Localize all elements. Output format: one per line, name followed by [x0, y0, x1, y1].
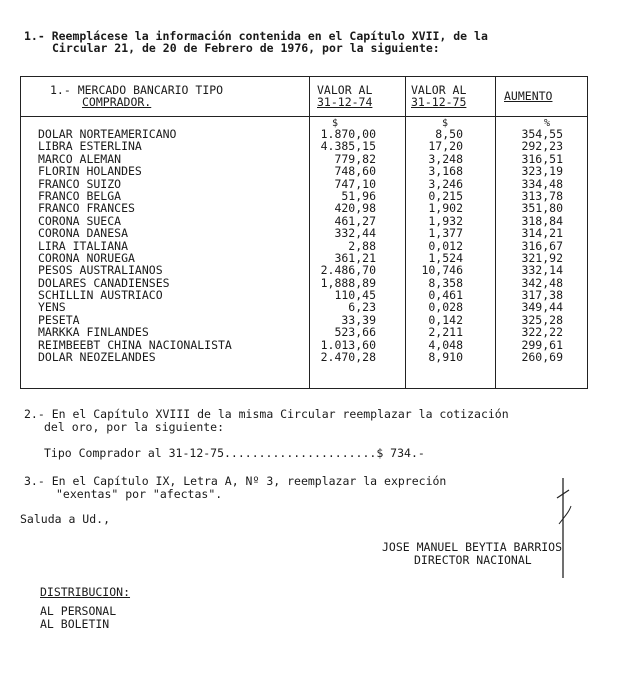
value-1974: 461,27 [334, 213, 376, 228]
increase-percent: 292,23 [521, 139, 563, 154]
value-1975: 10,746 [421, 263, 463, 278]
currency-name: PESOS AUSTRALIANOS [38, 263, 163, 278]
table-row [20, 227, 588, 239]
currency-name: MARCO ALEMAN [38, 151, 122, 166]
increase-percent: 313,78 [521, 188, 563, 203]
value-1974: 1.870,00 [320, 127, 376, 141]
value-1975: 3,248 [428, 151, 463, 166]
currency-name: MARKKA FINLANDES [38, 325, 149, 340]
value-1975: 8,910 [428, 350, 463, 365]
item-2-gold-price: Tipo Comprador al 31-12-75......................$ 734.- [44, 446, 425, 460]
value-1975: 17,20 [428, 139, 463, 154]
increase-percent: 325,28 [521, 312, 563, 327]
signatory-title: DIRECTOR NACIONAL [414, 553, 532, 567]
currency-name: DOLAR NORTEAMERICANO [38, 127, 177, 141]
value-1974: 2.486,70 [320, 263, 376, 278]
header-market-line-2: COMPRADOR. [82, 95, 152, 109]
currency-name: FRANCO FRANCES [38, 201, 135, 216]
value-1974: 523,66 [334, 325, 376, 340]
increase-percent: 318,84 [521, 213, 563, 228]
value-1975: 1,902 [428, 201, 463, 216]
increase-percent: 351,80 [521, 201, 563, 216]
value-1974: 747,10 [334, 176, 376, 191]
increase-percent: 260,69 [521, 350, 563, 365]
value-1975: 0,142 [428, 312, 463, 327]
value-1975: 4,048 [428, 337, 463, 352]
header-value-1974-line-2: 31-12-74 [317, 95, 373, 109]
value-1974: 6,23 [348, 300, 376, 315]
currency-name: CORONA SUECA [38, 213, 122, 228]
value-1974: 110,45 [334, 288, 376, 303]
value-1974: 332,44 [334, 226, 376, 241]
table-row [20, 165, 588, 177]
increase-percent: 349,44 [521, 300, 563, 315]
header-divider [20, 116, 588, 117]
item-3-line-1: 3.- En el Capítulo IX, Letra A, Nº 3, reemplazar la expreción [24, 474, 447, 488]
value-1974: 1.013,60 [320, 337, 376, 352]
header-value-1974-line-1: VALOR AL [317, 83, 373, 97]
increase-percent: 316,67 [521, 238, 563, 253]
header-market-line-1: 1.- MERCADO BANCARIO TIPO [50, 83, 224, 97]
currency-name: DOLARES CANADIENSES [38, 275, 170, 290]
increase-percent: 342,48 [521, 275, 563, 290]
exchange-rate-table [20, 76, 588, 389]
value-1975: 8,358 [428, 275, 463, 290]
increase-percent: 314,21 [521, 226, 563, 241]
value-1974: 2.470,28 [320, 350, 376, 365]
value-1974: 1,888,89 [320, 275, 376, 290]
table-row [20, 289, 588, 301]
unit-col-increase: % [544, 118, 551, 129]
value-1974: 4.385,15 [320, 139, 376, 154]
signatory-name: JOSE MANUEL BEYTIA BARRIOS [382, 540, 563, 554]
table-rows [20, 128, 588, 363]
value-1975: 1,932 [428, 213, 463, 228]
unit-col-1974: $ [332, 118, 339, 129]
value-1975: 3,246 [428, 176, 463, 191]
item-2-line-1: 2.- En el Capítulo XVIII de la misma Circular reemplazar la cotización [24, 407, 509, 421]
header-value-1975-line-1: VALOR AL [411, 83, 467, 97]
table-row [20, 202, 588, 214]
header-increase: AUMENTO [504, 89, 553, 103]
increase-percent: 354,55 [521, 127, 563, 141]
currency-name: SCHILLIN AUSTRIACO [38, 288, 163, 303]
distribution-heading: DISTRIBUCION: [40, 585, 131, 599]
currency-name: LIBRA ESTERLINA [38, 139, 142, 154]
distribution-item-boletin: AL BOLETIN [40, 617, 110, 631]
table-row [20, 351, 588, 363]
item-2-line-2: del oro, por la siguiente: [44, 420, 225, 434]
value-1975: 3,168 [428, 164, 463, 179]
currency-name: FLORIN HOLANDES [38, 164, 142, 179]
item-1-line-1: 1.- Reemplácese la información contenida en el Capítulo XVII, de la [24, 29, 488, 43]
increase-percent: 299,61 [521, 337, 563, 352]
increase-percent: 332,14 [521, 263, 563, 278]
increase-percent: 317,38 [521, 288, 563, 303]
currency-name: CORONA DANESA [38, 226, 129, 241]
table-row [20, 301, 588, 313]
value-1975: 0,012 [428, 238, 463, 253]
value-1974: 361,21 [334, 250, 376, 265]
value-1975: 1,524 [428, 250, 463, 265]
unit-col-1975: $ [442, 118, 449, 129]
value-1975: 0,215 [428, 188, 463, 203]
currency-name: REIMBEEBT CHINA NACIONALISTA [38, 337, 232, 352]
table-row [20, 140, 588, 152]
table-row [20, 326, 588, 338]
value-1974: 420,98 [334, 201, 376, 216]
increase-percent: 323,19 [521, 164, 563, 179]
increase-percent: 334,48 [521, 176, 563, 191]
value-1975: 0,461 [428, 288, 463, 303]
increase-percent: 322,22 [521, 325, 563, 340]
value-1974: 51,96 [341, 188, 376, 203]
value-1975: 1,377 [428, 226, 463, 241]
item-1-line-2: Circular 21, de 20 de Febrero de 1976, por la siguiente: [52, 41, 440, 55]
value-1974: 779,82 [334, 151, 376, 166]
signature-mark [555, 478, 575, 588]
distribution-item-personal: AL PERSONAL [40, 604, 117, 618]
currency-name: DOLAR NEOZELANDES [38, 350, 156, 365]
table-row [20, 264, 588, 276]
currency-name: LIRA ITALIANA [38, 238, 129, 253]
increase-percent: 316,51 [521, 151, 563, 166]
value-1975: 0,028 [428, 300, 463, 315]
currency-name: FRANCO BELGA [38, 188, 122, 203]
value-1975: 2,211 [428, 325, 463, 340]
value-1974: 33,39 [341, 312, 376, 327]
value-1975: 8,50 [435, 127, 463, 141]
value-1974: 748,60 [334, 164, 376, 179]
header-value-1975-line-2: 31-12-75 [411, 95, 467, 109]
salutation: Saluda a Ud., [20, 512, 111, 526]
currency-name: PESETA [38, 312, 80, 327]
value-1974: 2,88 [348, 238, 376, 253]
currency-name: FRANCO SUIZO [38, 176, 122, 191]
currency-name: YENS [38, 300, 66, 315]
item-3-line-2: "exentas" por "afectas". [56, 487, 223, 501]
increase-percent: 321,92 [521, 250, 563, 265]
currency-name: CORONA NORUEGA [38, 250, 135, 265]
